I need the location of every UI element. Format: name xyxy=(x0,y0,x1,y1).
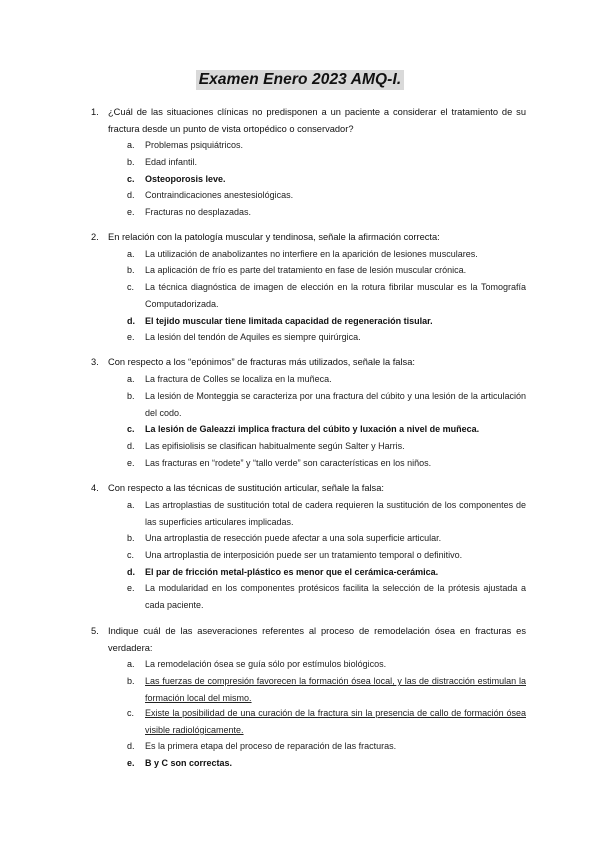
option-text: Las epifisiolisis se clasifican habitualmente según Salter y Harris. xyxy=(145,441,405,451)
option-text: Una artroplastia de interposición puede ser un tratamiento temporal o definitivo. xyxy=(145,550,463,560)
option-text: Osteoporosis leve. xyxy=(145,174,226,184)
question-text: Con respecto a los “epónimos” de fracturas más utilizados, señale la falsa: xyxy=(108,357,415,367)
option-text: El tejido muscular tiene limitada capacidad de regeneración tisular. xyxy=(145,316,433,326)
question-text: ¿Cuál de las situaciones clínicas no predisponen a un paciente a considerar el tratamiento de su fractura desde un punto de vista ortopédico o conservador? xyxy=(108,107,526,134)
option-letter: e. xyxy=(127,583,135,593)
option-text: El par de fricción metal-plástico es menor que el cerámica-cerámica. xyxy=(145,567,439,577)
question-text: Con respecto a las técnicas de sustitución articular, señale la falsa: xyxy=(108,483,384,493)
option-text: Contraindicaciones anestesiológicas. xyxy=(145,190,294,200)
option-letter: b. xyxy=(127,157,135,167)
question-number: 2. xyxy=(91,232,99,242)
option-letter: c. xyxy=(127,424,135,434)
option-text: Edad infantil. xyxy=(145,157,198,167)
option-text: La lesión de Galeazzi implica fractura del cúbito y luxación a nivel de muñeca. xyxy=(145,424,480,434)
option-text: Las artroplastias de sustitución total de cadera requieren la sustitución de los componentes de las superficies articulares implicadas. xyxy=(145,500,526,527)
option-letter: c. xyxy=(127,174,135,184)
option-letter: e. xyxy=(127,458,135,468)
option-letter: b. xyxy=(127,391,135,401)
question-number: 1. xyxy=(91,107,99,117)
option-letter: c. xyxy=(127,708,135,718)
option-text: La técnica diagnóstica de imagen de elección en la rotura fibrilar muscular es la Tomografía Computadorizada. xyxy=(145,282,526,309)
option-letter: d. xyxy=(127,441,135,451)
option-letter: b. xyxy=(127,265,135,275)
option-letter: c. xyxy=(127,550,135,560)
option-text: Una artroplastia de resección puede afectar a una sola superficie articular. xyxy=(145,533,442,543)
option-text: La lesión del tendón de Aquiles es siempre quirúrgica. xyxy=(145,332,361,342)
option-text: La aplicación de frío es parte del tratamiento en fase de lesión muscular crónica. xyxy=(145,265,467,275)
option-letter: a. xyxy=(127,500,135,510)
option-letter: a. xyxy=(127,374,135,384)
option-text: La lesión de Monteggia se caracteriza por una fractura del cúbito y una lesión de la articulación del codo. xyxy=(145,391,526,418)
question-number: 3. xyxy=(91,357,99,367)
option-text: La remodelación ósea se guía sólo por estímulos biológicos. xyxy=(145,659,387,669)
option-letter: e. xyxy=(127,758,135,768)
option-text: La modularidad en los componentes protésicos facilita la selección de la prótesis ajustada a cada paciente. xyxy=(145,583,526,610)
option-letter: c. xyxy=(127,282,135,292)
option-letter: a. xyxy=(127,140,135,150)
option-text: B y C son correctas. xyxy=(145,758,233,768)
option-text: Problemas psiquiátricos. xyxy=(145,140,244,150)
option-letter: b. xyxy=(127,533,135,543)
question-number: 5. xyxy=(91,626,99,636)
question-text: En relación con la patología muscular y tendinosa, señale la afirmación correcta: xyxy=(108,232,440,242)
option-letter: d. xyxy=(127,567,135,577)
option-letter: d. xyxy=(127,316,135,326)
exam-title: Examen Enero 2023 AMQ-I. xyxy=(196,70,405,90)
option-text: Es la primera etapa del proceso de reparación de las fracturas. xyxy=(145,741,397,751)
option-letter: a. xyxy=(127,249,135,259)
option-letter: b. xyxy=(127,676,135,686)
title-container xyxy=(0,70,600,90)
option-letter: a. xyxy=(127,659,135,669)
option-text: La utilización de anabolizantes no interfiere en la aparición de lesiones musculares. xyxy=(145,249,478,259)
option-letter: d. xyxy=(127,190,135,200)
option-text: La fractura de Colles se localiza en la muñeca. xyxy=(145,374,332,384)
option-letter: e. xyxy=(127,207,135,217)
option-text: Existe la posibilidad de una curación de la fractura sin la presencia de callo de formación ósea visible radiológicamente. xyxy=(145,708,526,735)
question-text: Indique cuál de las aseveraciones referentes al proceso de remodelación ósea en fracturas es verdadera: xyxy=(108,626,526,653)
option-letter: d. xyxy=(127,741,135,751)
option-text: Fracturas no desplazadas. xyxy=(145,207,252,217)
option-text: Las fuerzas de compresión favorecen la formación ósea local, y las de distracción estimulan la formación local del mismo. xyxy=(145,676,526,703)
option-text: Las fracturas en “rodete” y “tallo verde” son características en los niños. xyxy=(145,458,432,468)
question-number: 4. xyxy=(91,483,99,493)
option-letter: e. xyxy=(127,332,135,342)
